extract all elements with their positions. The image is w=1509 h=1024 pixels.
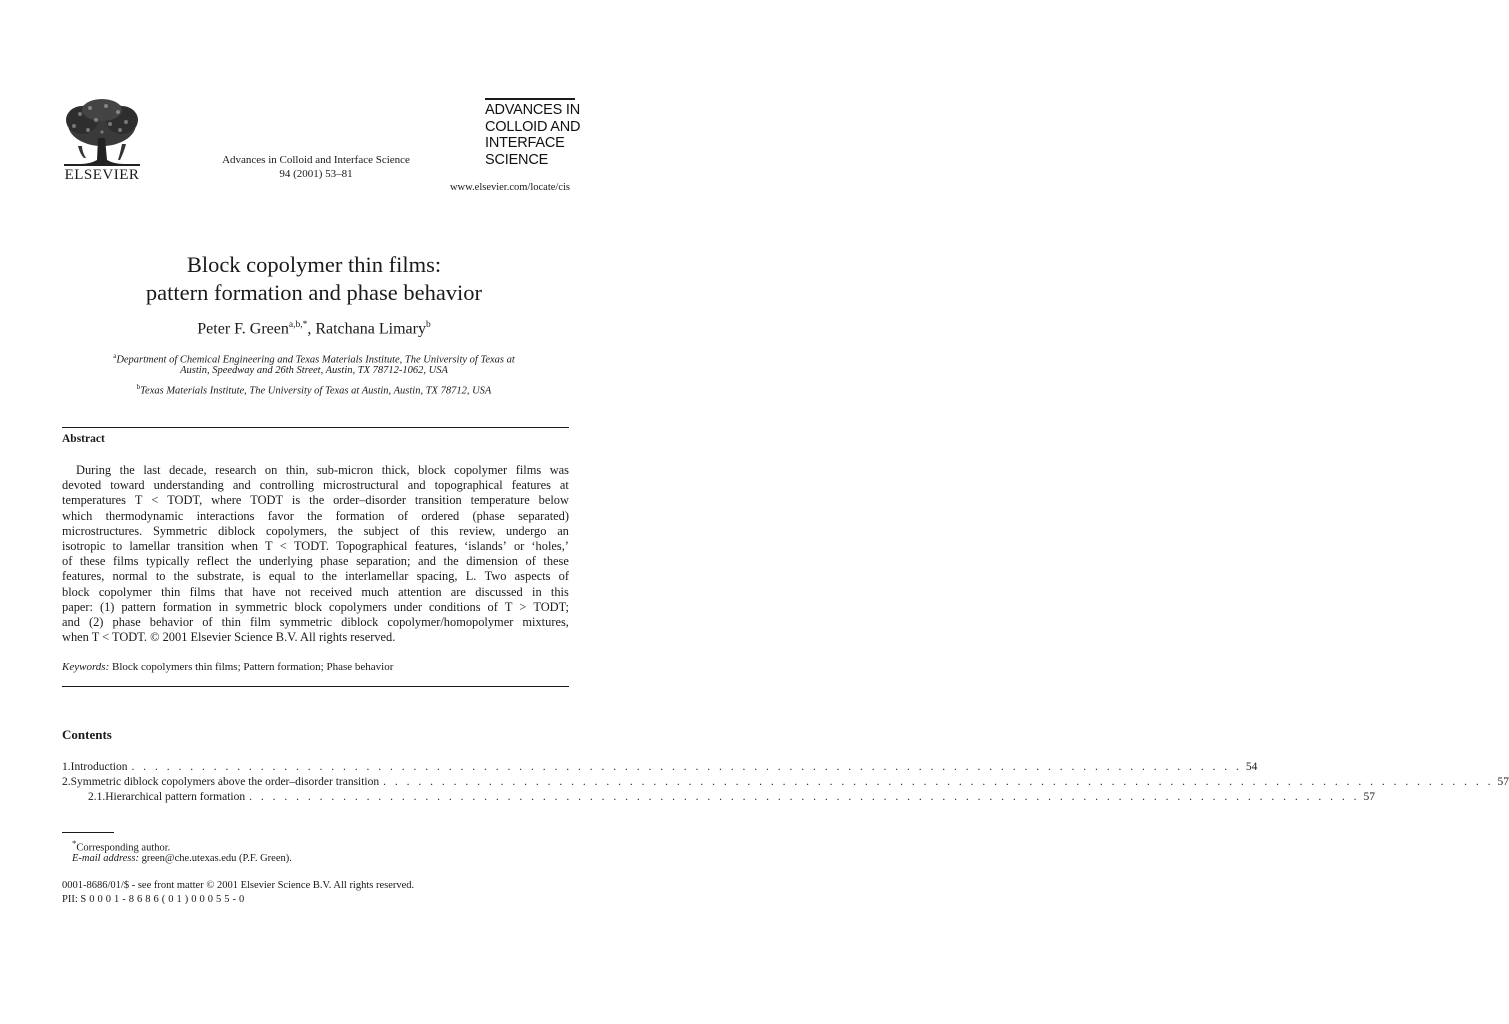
toc-entry[interactable]: [62, 776, 1509, 788]
abstract-line: isotropic to lamellar transition when T < TODT. Topographical features, ‘islands’ or ‘holes,’: [62, 539, 569, 553]
abstract-line: microstructures. Symmetric diblock copolymers, the subject of this review, undergo an: [62, 523, 569, 538]
toc-entry-page: 54: [1245, 761, 1258, 773]
author-2-marks: b: [425, 320, 431, 330]
article-title-line-1: Block copolymer thin films:: [186, 252, 442, 277]
brand-rule: [485, 98, 575, 100]
email-label: E-mail address:: [72, 853, 139, 864]
journal-citation: [196, 153, 436, 181]
toc-leader: . . . . . . . . . . . . . . . . . . . . . . . . . . . . . . . . . . . . . . . . . . . . . . . . . . . . . . . . . . . . . . . . . . . . . . . . . . . . . . . . . . . . . . . . . . . . . . .: [383, 776, 1494, 788]
publisher-name: ELSEVIER: [64, 167, 140, 183]
toc-entry-title: Introduction: [70, 761, 128, 773]
footnote-email: [72, 852, 292, 865]
affiliation-a-line-2: Austin, Speedway and 26th Street, Austin, TX 78712-1062, USA: [180, 365, 448, 376]
article-title-line-2: pattern formation and phase behavior: [145, 280, 483, 305]
affiliation-b-mark: b: [136, 383, 141, 391]
abstract-line: During the last decade, research on thin, sub-micron thick, block copolymer films was: [76, 463, 569, 477]
abstract-line: and (2) phase behavior of thin film symmetric diblock copolymer/homopolymer mixtures,: [62, 615, 569, 629]
toc-entry-number: 2.1.: [88, 791, 106, 803]
keywords-label: Keywords:: [62, 661, 110, 673]
toc-entry-page: 57: [1497, 776, 1509, 788]
abstract-line: paper: (1) pattern formation in symmetric block copolymers under conditions of T > TODT;: [62, 599, 569, 614]
brand-line-4: SCIENCE: [485, 151, 549, 168]
abstract-line: temperatures T < TODT, where TODT is the order–disorder transition temperature below: [62, 493, 569, 508]
toc-entry-page: 57: [1363, 791, 1375, 803]
journal-name: Advances in Colloid and Interface Science: [222, 154, 410, 166]
journal-brand: [485, 98, 581, 168]
affiliation-a-text: Department of Chemical Engineering and Texas Materials Institute, The University of Texas at: [116, 354, 515, 366]
keywords: [62, 661, 393, 673]
pii-value: S0001-8686(01)00055-0: [80, 894, 248, 905]
email-address[interactable]: green@che.utexas.edu (P.F. Green).: [141, 853, 292, 864]
toc-entry-number: 2.: [62, 776, 71, 788]
abstract-line: block copolymer thin films that have not received much attention are discussed in this: [62, 584, 569, 599]
journal-issue: 94 (2001) 53–81: [279, 168, 353, 180]
author-2: Ratchana Limary: [315, 320, 426, 338]
abstract-heading: Abstract: [62, 433, 105, 445]
rule-below-keywords: [62, 686, 569, 687]
abstract-line: which thermodynamic interactions favor the formation of ordered (phase separated): [62, 508, 569, 523]
brand-line-2: COLLOID AND: [485, 118, 581, 135]
footnote-rule: [62, 832, 114, 833]
author-list: [0, 320, 628, 338]
abstract-line: when T < TODT. © 2001 Elsevier Science B.V. All rights reserved.: [62, 630, 396, 645]
author-separator: ,: [307, 320, 316, 338]
copyright-line: 0001-8686/01/$ - see front matter © 2001 Elsevier Science B.V. All rights reserved.: [62, 880, 415, 891]
rule-above-abstract: [62, 427, 569, 428]
toc-entry[interactable]: [88, 791, 1375, 803]
abstract-line: of these films typically reflect the underlying phase separation; and the dimension of these: [62, 554, 569, 569]
toc-entry-title: Hierarchical pattern formation: [105, 791, 246, 803]
author-1: Peter F. Green: [197, 320, 289, 338]
keywords-text: Block copolymers thin films; Pattern formation; Phase behavior: [112, 661, 394, 673]
elsevier-tree-icon: [60, 98, 144, 168]
contents-heading: Contents: [62, 727, 112, 742]
abstract-line: devoted toward understanding and controlling microstructural and topographical features at: [62, 478, 569, 493]
corresponding-text: Corresponding author.: [76, 842, 171, 854]
author-1-marks: a,b,*: [288, 320, 308, 330]
affiliation-b-text: Texas Materials Institute, The University of Texas at Austin, Austin, TX 78712, USA: [140, 385, 492, 397]
toc-leader: . . . . . . . . . . . . . . . . . . . . . . . . . . . . . . . . . . . . . . . . . . . . . . . . . . . . . . . . . . . . . . . . . . . . . . . . . . . . . . . . . . . . . . . . . . . . . . .: [249, 791, 1360, 803]
elsevier-logo: [60, 98, 144, 184]
pii-label: PII:: [62, 894, 78, 905]
toc-leader: . . . . . . . . . . . . . . . . . . . . . . . . . . . . . . . . . . . . . . . . . . . . . . . . . . . . . . . . . . . . . . . . . . . . . . . . . . . . . . . . . . . . . . . . . . . . . . .: [131, 761, 1242, 773]
abstract-line: features, normal to the substrate, is equal to the interlamellar spacing, L. Two aspects of: [62, 569, 569, 584]
corresponding-mark: *: [72, 838, 77, 848]
journal-url[interactable]: www.elsevier.com/locate/cis: [449, 182, 570, 193]
toc-entry[interactable]: [62, 761, 1258, 773]
brand-line-3: INTERFACE: [485, 135, 565, 151]
brand-line-1: ADVANCES IN: [485, 102, 581, 118]
affiliation-b: [0, 381, 628, 398]
toc-entry-title: Symmetric diblock copolymers above the order–disorder transition: [70, 776, 380, 788]
toc-entry-number: 1.: [62, 761, 71, 773]
pii-line: [62, 894, 247, 905]
affiliation-a-mark: a: [113, 352, 117, 360]
